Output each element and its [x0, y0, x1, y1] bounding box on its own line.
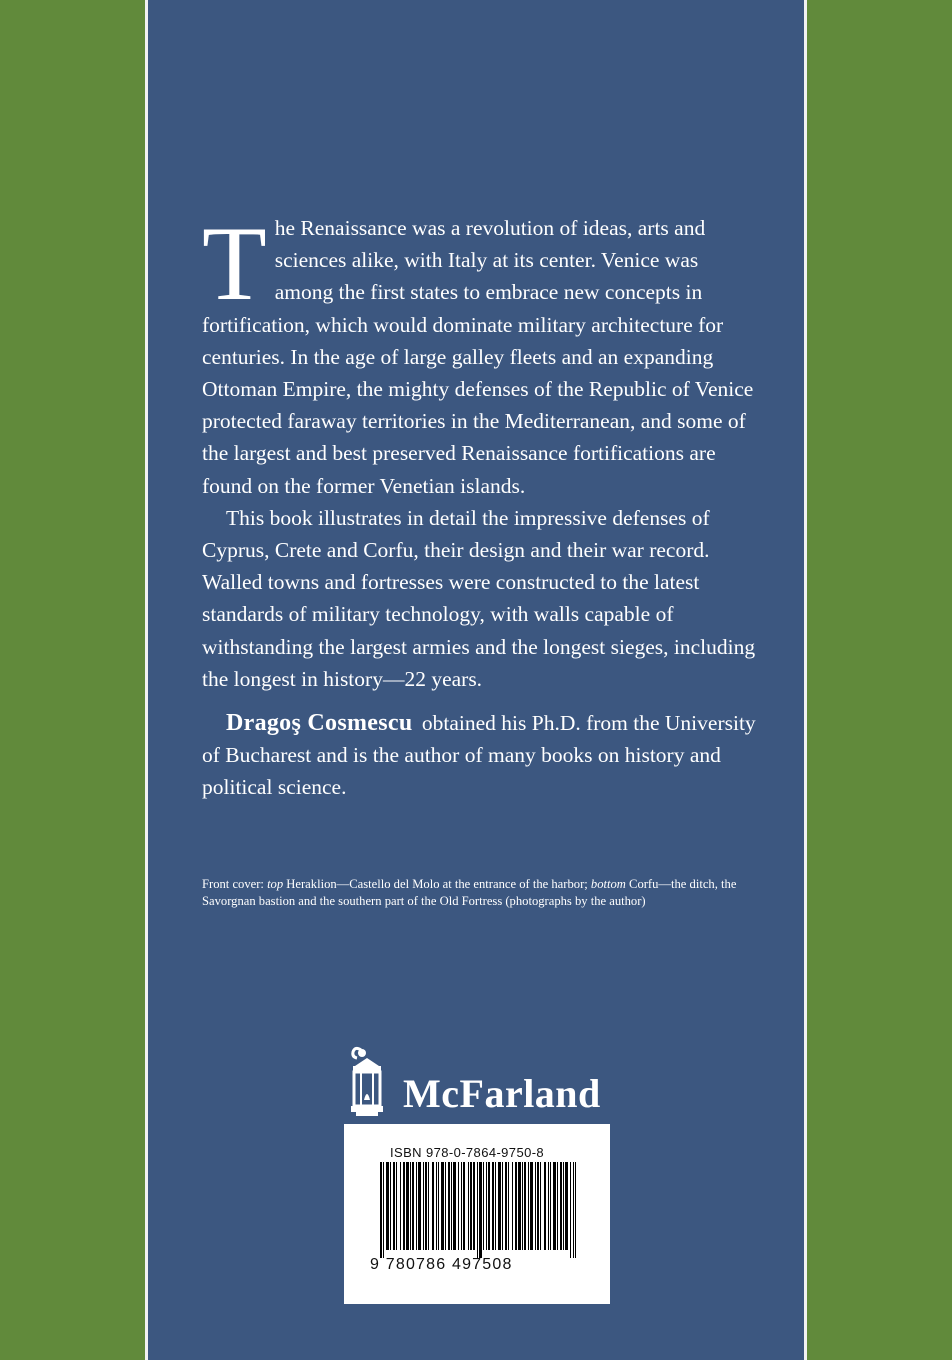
barcode-bar: [495, 1162, 496, 1250]
barcode-bar: [575, 1162, 576, 1258]
barcode-bar: [386, 1162, 389, 1250]
caption-bottom-text: Corfu—the ditch, the Savorgnan bastion and the southern part of the Old Fortress (photographs by the author): [202, 877, 737, 908]
barcode-bar: [403, 1162, 405, 1250]
barcode-bar: [505, 1162, 507, 1250]
barcode-bar: [573, 1162, 574, 1258]
barcode-bar: [461, 1162, 462, 1250]
barcode-bar: [550, 1162, 551, 1250]
barcode-bar: [522, 1162, 523, 1250]
barcode-bar: [560, 1162, 562, 1250]
barcode-bar: [436, 1162, 437, 1250]
barcode-bar: [406, 1162, 409, 1250]
barcode-bar: [448, 1162, 450, 1250]
caption-top-text: Heraklion—Castello del Molo at the entrance of the harbor;: [283, 877, 591, 891]
barcode-bar: [473, 1162, 475, 1250]
barcode-digits: 9 780786 497508: [370, 1256, 513, 1273]
barcode-bar: [410, 1162, 411, 1250]
barcode-bar: [445, 1162, 446, 1250]
barcode-bar: [418, 1162, 421, 1250]
publisher-logo: [347, 1046, 617, 1118]
barcode-bar: [544, 1162, 546, 1250]
barcode-bar: [458, 1162, 459, 1250]
barcode-bar: [416, 1162, 417, 1250]
barcode-bar: [512, 1162, 513, 1250]
lantern-icon: [347, 1046, 397, 1118]
caption-prefix: Front cover:: [202, 877, 268, 891]
barcode-bar: [425, 1162, 427, 1250]
barcode-bar: [498, 1162, 501, 1250]
barcode-bar: [570, 1162, 571, 1258]
barcode-bar: [535, 1162, 536, 1250]
barcode-bar: [540, 1162, 541, 1250]
isbn-barcode: [344, 1124, 610, 1304]
barcode-bar: [470, 1162, 472, 1250]
barcode-bar: [565, 1162, 568, 1250]
barcode-bars: [380, 1162, 576, 1258]
drop-cap: T: [202, 205, 267, 322]
barcode-bar: [396, 1162, 397, 1250]
barcode-bar: [537, 1162, 539, 1250]
blurb-paragraph-1-text: he Renaissance was a revolution of ideas, arts and sciences alike, with Italy at its center. Venice was among the first states to embrace new concepts in fortification, which would dominate military architecture for centuries. In the age of large galley fleets and an expanding Ottoman Empire, the mighty defenses of the Republic of Venice protected faraway territories in the Mediterranean, and some of the largest and best preserved Renaissance fortifications are found on the former Venetian islands.: [202, 216, 754, 498]
barcode-bar: [479, 1162, 482, 1258]
barcode-bar: [508, 1162, 509, 1250]
barcode-bar: [453, 1162, 456, 1250]
barcode-bar: [502, 1162, 503, 1250]
barcode-bar: [463, 1162, 465, 1250]
author-bio: [202, 707, 762, 804]
barcode-bar: [432, 1162, 434, 1250]
blurb-paragraph-1: [202, 205, 762, 502]
barcode-bar: [477, 1162, 478, 1258]
barcode-bar: [428, 1162, 429, 1250]
caption-bottom-label: bottom: [590, 877, 626, 891]
publisher-name: McFarland: [403, 1071, 601, 1116]
barcode-bar: [441, 1162, 444, 1250]
barcode-bar: [390, 1162, 391, 1250]
barcode-bar: [563, 1162, 564, 1250]
barcode-bar: [438, 1162, 439, 1250]
barcode-bar: [524, 1162, 526, 1250]
barcode-bar: [492, 1162, 494, 1250]
barcode-bar: [468, 1162, 469, 1250]
blurb-paragraph-2: This book illustrates in detail the impressive defenses of Cyprus, Crete and Corfu, their design and their war record. Walled towns and fortresses were constructed to the latest standards of military technology, with walls capable of withstanding the largest armies and the longest sieges, including the longest in history—22 years.: [202, 505, 756, 691]
isbn-label: ISBN 978-0-7864-9750-8: [390, 1145, 545, 1160]
barcode-bar: [423, 1162, 424, 1250]
author-bio-text: obtained his Ph.D. from the University of Bucharest and is the author of many books on history and political science.: [202, 711, 756, 800]
barcode-bar: [383, 1162, 384, 1258]
barcode-bar: [380, 1162, 382, 1258]
barcode-bar: [557, 1162, 558, 1250]
barcode-bar: [488, 1162, 490, 1250]
barcode-bar: [486, 1162, 487, 1250]
cover-photo-caption: [202, 876, 762, 910]
barcode-bar: [515, 1162, 517, 1250]
barcode-bar: [528, 1162, 529, 1250]
barcode-bar: [548, 1162, 549, 1250]
caption-top-label: top: [267, 877, 284, 891]
barcode-bar: [483, 1162, 484, 1250]
barcode-bar: [393, 1162, 395, 1250]
barcode-bar: [553, 1162, 556, 1250]
barcode-bar: [530, 1162, 533, 1250]
barcode-bar: [451, 1162, 452, 1250]
author-name: Dragoş Cosmescu: [226, 710, 413, 737]
barcode-bar: [518, 1162, 521, 1250]
barcode-bar: [400, 1162, 401, 1250]
barcode-bar: [412, 1162, 414, 1250]
cover-blurb: [202, 205, 762, 804]
